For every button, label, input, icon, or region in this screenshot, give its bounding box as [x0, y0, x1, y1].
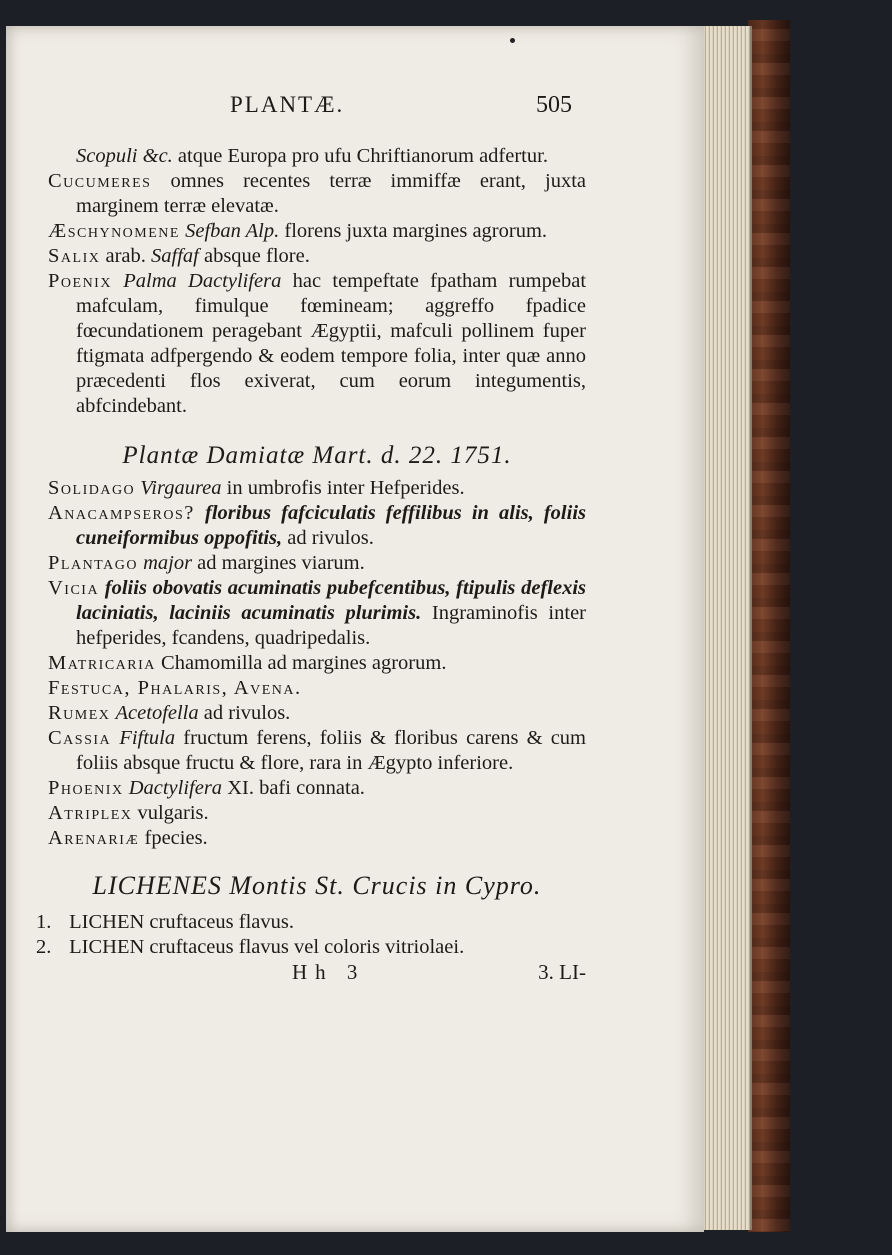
plant-entry: [48, 269, 586, 419]
plant-entry: [48, 826, 586, 851]
page-footer: [48, 960, 586, 988]
page-edges: [700, 26, 752, 1230]
catchword: 3. LI-: [538, 960, 586, 984]
entry-text: Ingraminofis inter hefperides, fcandens, quadripedalis.: [76, 602, 587, 649]
ink-speck: [510, 38, 515, 43]
entry-number: 1.: [36, 911, 52, 933]
entry-text: XI. bafi connata.: [227, 777, 365, 799]
plant-name: Cucumeres: [48, 170, 152, 192]
book-page: [6, 26, 704, 1232]
entry-text: atque Europa pro ufu Chriftianorum adfertur.: [177, 145, 548, 167]
lichen-name: LICHEN: [69, 911, 145, 933]
plant-entry: [48, 219, 586, 244]
page-body: [36, 144, 587, 988]
plant-entry: [48, 169, 586, 219]
plant-entry: [48, 501, 586, 551]
entry-text: fructum ferens, foliis & floribus carens & cum foliis absque fructu & flore, rara in Ægypto inferiore.: [76, 727, 586, 774]
plant-name: Cassia: [48, 727, 112, 749]
plant-entry: [48, 701, 586, 726]
signature-mark: Hh 3: [292, 960, 366, 984]
italic-term: Saffaf: [151, 245, 199, 267]
entry-text: fpecies.: [144, 827, 208, 849]
plant-name: Vicia: [48, 577, 100, 599]
plant-name: Solidago: [48, 477, 136, 499]
italic-term: floribus fafciculatis feffilibus in alis, foliis cuneiformibus oppofitis,: [76, 502, 587, 549]
section-heading: Plantæ Damiatæ Mart. d. 22. 1751.: [122, 442, 512, 469]
plant-name: Atriplex: [48, 802, 133, 824]
entry-text: in umbrofis inter Hefperides.: [226, 477, 465, 499]
entry-text: ad margines viarum.: [197, 552, 365, 574]
plant-entry: [48, 651, 586, 676]
italic-term: Fiftula: [119, 727, 176, 749]
plant-entry: [48, 776, 586, 801]
entry-text: hac tempeftate fpatham rumpebat mafculam, fimulque fœmineam; aggreffo fpadice fœcundationem peragebant Ægyptii, mafculi pollinem fuper ftigmata adfpergendo & eodem tempore folia, inter quæ anno præcedenti flos exiverat, cum eorum integumentis, abfcindebant.: [76, 270, 587, 417]
entry-number: 2.: [36, 936, 52, 958]
running-header: [6, 92, 696, 124]
plant-name: Plantago: [48, 552, 138, 574]
lichen-entry: [36, 910, 586, 935]
entry-text: cruftaceus flavus vel coloris vitriolaei.: [149, 936, 465, 958]
entry-text: omnes recentes terræ immiffæ erant, juxta marginem terræ elevatæ.: [76, 170, 586, 217]
entry-text: florens juxta margines agrorum.: [284, 220, 548, 242]
italic-term: Sefban Alp.: [185, 220, 280, 242]
plant-entry: [48, 801, 586, 826]
italic-term: Palma Dactylifera: [123, 270, 282, 292]
book-spine: [748, 20, 790, 1232]
entry-text: ad rivulos.: [287, 527, 374, 549]
italic-term: Virgaurea: [140, 477, 222, 499]
italic-term: Scopuli: [76, 145, 138, 167]
plant-entry: [48, 551, 586, 576]
italic-term: major: [143, 552, 193, 574]
italic-term: Acetofella: [115, 702, 199, 724]
entry-text: cruftaceus flavus.: [149, 911, 294, 933]
plant-entry: [48, 576, 586, 651]
plant-name: Rumex: [48, 702, 111, 724]
plant-entry: [48, 726, 586, 776]
section-heading: LICHENES Montis St. Crucis in Cypro.: [92, 871, 542, 900]
entry-text: Chamomilla ad margines agrorum.: [161, 652, 447, 674]
plant-name: Salix: [48, 245, 101, 267]
italic-term: Dactylifera: [128, 777, 223, 799]
plant-name: Poenix: [48, 270, 112, 292]
plant-entry: [48, 676, 586, 701]
plant-name: Matricaria: [48, 652, 156, 674]
plant-entry: [48, 476, 586, 501]
entry-text: absque flore.: [203, 245, 310, 267]
lichen-entry: [36, 935, 586, 960]
plant-name: Æschynomene: [48, 220, 180, 242]
italic-term: foliis obovatis acuminatis pubefcentibus, ftipulis deflexis laciniatis, laciniis acuminatis plurimis.: [76, 577, 586, 624]
entry-text: vulgaris.: [137, 802, 209, 824]
continued-paragraph: [48, 144, 586, 169]
entry-text: ad rivulos.: [203, 702, 291, 724]
lichen-name: LICHEN: [69, 936, 145, 958]
running-title: PLANTÆ.: [230, 92, 345, 117]
plant-name: Anacampseros?: [48, 502, 195, 524]
plant-entry: [48, 244, 586, 269]
page-number: 505: [536, 92, 572, 118]
entry-text: arab.: [105, 245, 146, 267]
plant-name: Phoenix: [48, 777, 124, 799]
italic-term: &c.: [142, 145, 173, 167]
plant-name: Festuca, Phalaris, Avena.: [48, 677, 302, 699]
plant-name: Arenariæ: [48, 827, 140, 849]
